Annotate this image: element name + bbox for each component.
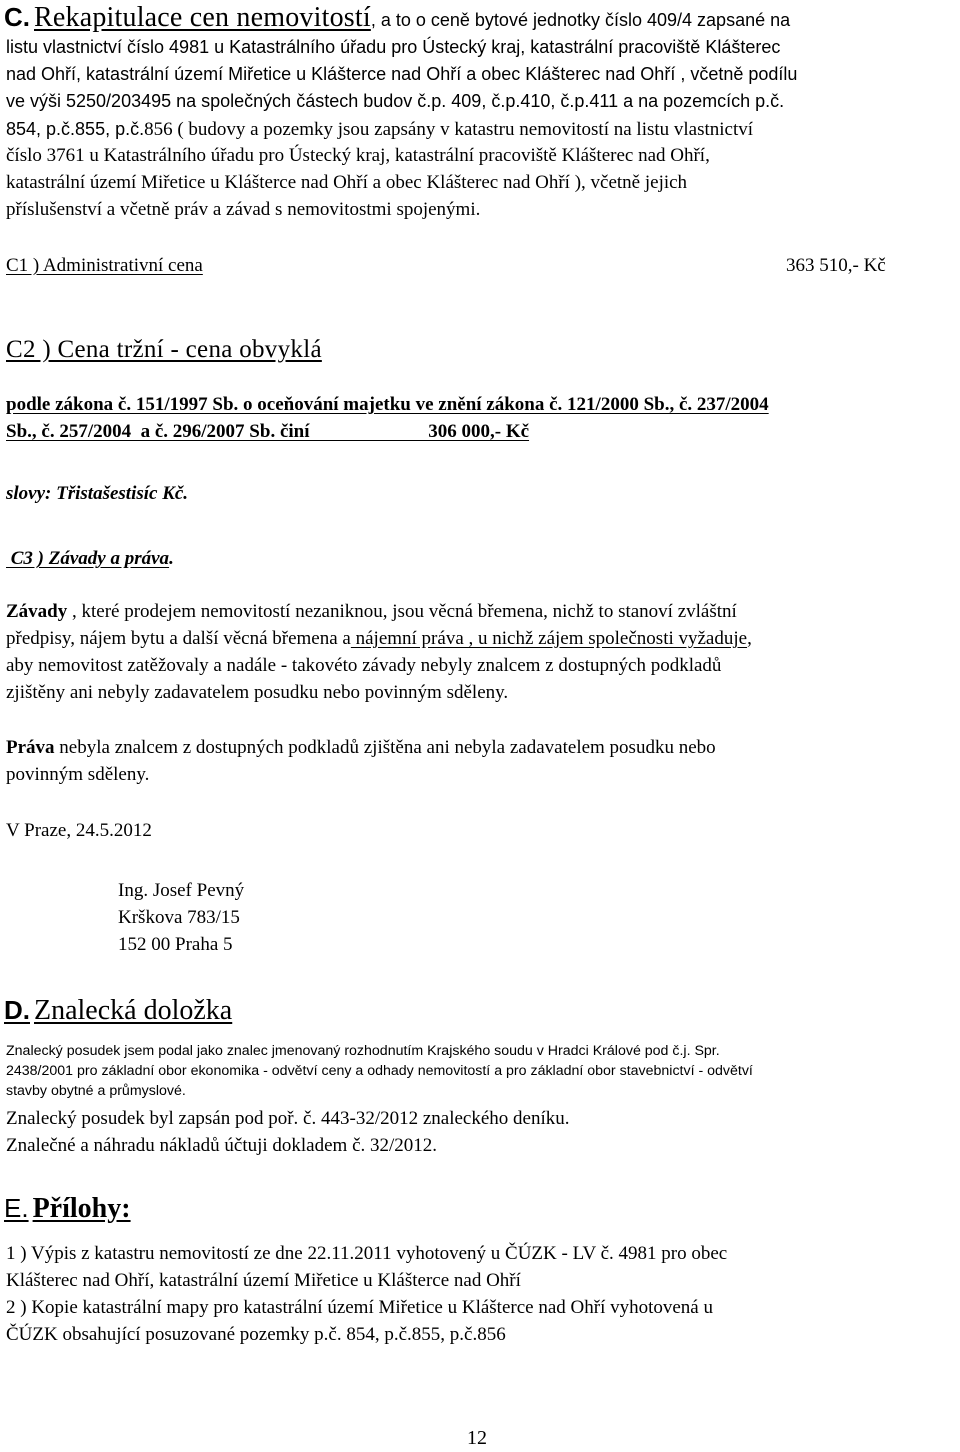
place-date: V Praze, 24.5.2012 [6, 820, 152, 841]
c1-label: C1 ) Administrativní cena [6, 255, 203, 276]
prava-line1-text: nebyla znalcem z dostupných podkladů zjištěna ani nebyla zadavatelem posudku nebo [54, 737, 716, 758]
section-d-line4: Znalecký posudek byl zapsán pod poř. č. 443-32/2012 znaleckého deníku. [6, 1108, 570, 1129]
section-c-intro-line8: příslušenství a včetně práv a závad s nemovitostmi spojenými. [6, 199, 481, 220]
zavady-line2-underlined: nájemní práva , u nichž zájem společnosti vyžaduje [350, 628, 748, 649]
zavady-line2-comma: , [747, 628, 752, 649]
zavady-label: Závady [6, 601, 68, 622]
section-c-intro-line5 [6, 116, 753, 144]
section-e-letter: E. [4, 1193, 29, 1223]
section-d-line5: Znalečné a náhradu nákladů účtuji dokladem č. 32/2012. [6, 1135, 438, 1156]
c3-heading-dot: . [169, 548, 174, 569]
section-c-intro-line2: listu vlastnictví číslo 4981 u Katastrálního úřadu pro Ústecký kraj, katastrální pracoviště Klášterec [6, 37, 781, 57]
section-d-heading [4, 995, 232, 1027]
section-c-intro-line6: číslo 3761 u Katastrálního úřadu pro Ústecký kraj, katastrální pracoviště Klášterec nad Ohří, [6, 145, 710, 166]
section-c-letter: C. [4, 2, 30, 32]
section-d-line3: stavby obytné a průmyslové. [6, 1083, 186, 1099]
zavady-line2 [6, 626, 752, 653]
appendix-item2-line1: 2 ) Kopie katastrální mapy pro katastrální území Miřetice u Klášterce nad Ohří vyhotovená u [6, 1297, 713, 1318]
section-c-intro-line5-serif: 856 ( budovy a pozemky jsou zapsány v katastru nemovitostí na listu vlastnictví [144, 119, 754, 140]
c1-value: 363 510,- Kč [786, 255, 886, 276]
appendix-item1-line1: 1 ) Výpis z katastru nemovitostí ze dne 22.11.2011 vyhotovený u ČÚZK - LV č. 4981 pro obec [6, 1243, 728, 1264]
zavady-line2-text-a: předpisy, nájem bytu a další věcná břemena a [6, 628, 351, 649]
zavady-line4: zjištěny ani nebyly zadavatelem posudku nebo povinným sděleny. [6, 682, 509, 703]
section-c-intro-line3: nad Ohří, katastrální území Miřetice u Klášterce nad Ohří a obec Klášterec nad Ohří , včetně podílu [6, 64, 798, 84]
prava-line1 [6, 735, 716, 762]
section-d-line1: Znalecký posudek jsem podal jako znalec jmenovaný rozhodnutím Krajského soudu v Hradci Králové pod č.j. Spr. [6, 1043, 720, 1059]
section-c-intro-line5-sans: 854, p.č.855, p.č. [6, 119, 145, 139]
c3-heading-text: C3 ) Závady a práva [6, 548, 170, 569]
c2-words: slovy: Třistašestisíc Kč. [6, 483, 189, 504]
c2-law-line1: podle zákona č. 151/1997 Sb. o oceňování majetku ve znění zákona č. 121/2000 Sb., č. 237/2004 [6, 394, 769, 415]
section-e-heading [4, 1193, 131, 1225]
c2-law-line2: Sb., č. 257/2004 a č. 296/2007 Sb. činí 306 000,- Kč [6, 421, 530, 442]
section-e-title: Přílohy: [32, 1193, 131, 1224]
prava-label: Práva [6, 737, 55, 758]
section-c-intro-line7: katastrální území Miřetice u Klášterce nad Ohří a obec Klášterec nad Ohří ), včetně jejich [6, 172, 688, 193]
prava-line2: povinným sděleny. [6, 764, 150, 785]
section-c-heading-line [4, 2, 790, 34]
signer-street: Krškova 783/15 [118, 907, 240, 928]
section-d-letter: D. [4, 995, 30, 1025]
zavady-line1 [6, 599, 737, 626]
section-c-title: Rekapitulace cen nemovitostí [34, 2, 371, 33]
zavady-line1-text: , které prodejem nemovitostí nezaniknou, jsou věcná břemena, nichž to stanoví zvláštní [67, 601, 737, 622]
section-d-line2: 2438/2001 pro základní obor ekonomika - odvětví ceny a odhady nemovitostí a pro základní obor stavebnictví - odvětví [6, 1063, 753, 1079]
c3-heading [6, 546, 174, 573]
signer-name: Ing. Josef Pevný [118, 880, 245, 901]
section-c-intro-line4: ve výši 5250/203495 na společných částech budov č.p. 409, č.p.410, č.p.411 a na pozemcích p.č. [6, 91, 785, 111]
appendix-item2-line2: ČÚZK obsahující posuzované pozemky p.č. 854, p.č.855, p.č.856 [6, 1324, 506, 1345]
appendix-item1-line2: Klášterec nad Ohří, katastrální území Miřetice u Klášterce nad Ohří [6, 1270, 521, 1291]
page-number: 12 [467, 1427, 487, 1449]
signer-city: 152 00 Praha 5 [118, 934, 233, 955]
zavady-line3: aby nemovitost zatěžovaly a nadále - takovéto závady nebyly znalcem z dostupných podkladů [6, 655, 722, 676]
section-c-intro-line1: , a to o ceně bytové jednotky číslo 409/4 zapsané na [370, 10, 791, 30]
c2-heading: C2 ) Cena tržní - cena obvyklá [6, 336, 322, 363]
section-d-title: Znalecká doložka [34, 995, 233, 1026]
